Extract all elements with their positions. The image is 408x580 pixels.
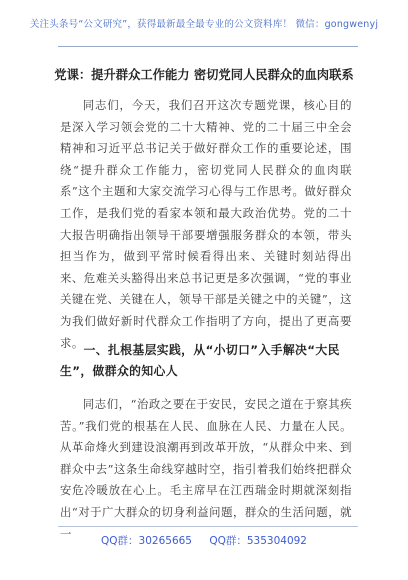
document-title: 党课：提升群众工作能力 密切党同人民群众的血肉联系: [54, 68, 354, 82]
section-paragraph: 同志们，“治政之要在于安民，安民之道在于察其疾苦。”我们党的根基在人民、血脉在人民、力量在人民。从革命烽火到建设浪潮再到改革开放，“从群众中来、到群众中去”这条生命线穿越时空，指引着我们始终把群众安危冷暖放在心上。毛主席早在江西瑞金时期就深刻指出“对于广大群众的切身利益问题，群众的生活问题，就一: [60, 397, 352, 541]
section-heading: 一、扎根基层实践，从“小切口”入手解决“大民生”，做群众的知心人: [60, 343, 340, 378]
footer-divider: [58, 526, 358, 527]
header-divider: [58, 46, 358, 47]
footer-contact: QQ群：30265665 QQ群：535304092: [101, 535, 307, 547]
intro-paragraph: 同志们，今天，我们召开这次专题党课，核心目的是深入学习领会党的二十大精神、党的二十届三中全会精神和习近平总书记关于做好群众工作的重要论述，围绕“提升群众工作能力，密切党同人民群众的血肉联系”这个主题和大家交流学习心得与工作思考。做好群众工作，是我们党的看家本领和最大政治优势。党的二十大报告明确指出领导干部要增强服务群众的本领，带头担当作为，做到平常时候看得出来、关键时刻站得出来、危难关头豁得出来总书记更是多次强调，“党的事业关键在党、关键在人，领导干部是关键之中的关键”，这为我们做好新时代群众工作指明了方向，提出了更高要求。: [60, 98, 352, 350]
header-note: 关注头条号“公文研究”，获得最新最全最专业的公文资料库！ 微信：gongwenyj: [29, 19, 379, 30]
